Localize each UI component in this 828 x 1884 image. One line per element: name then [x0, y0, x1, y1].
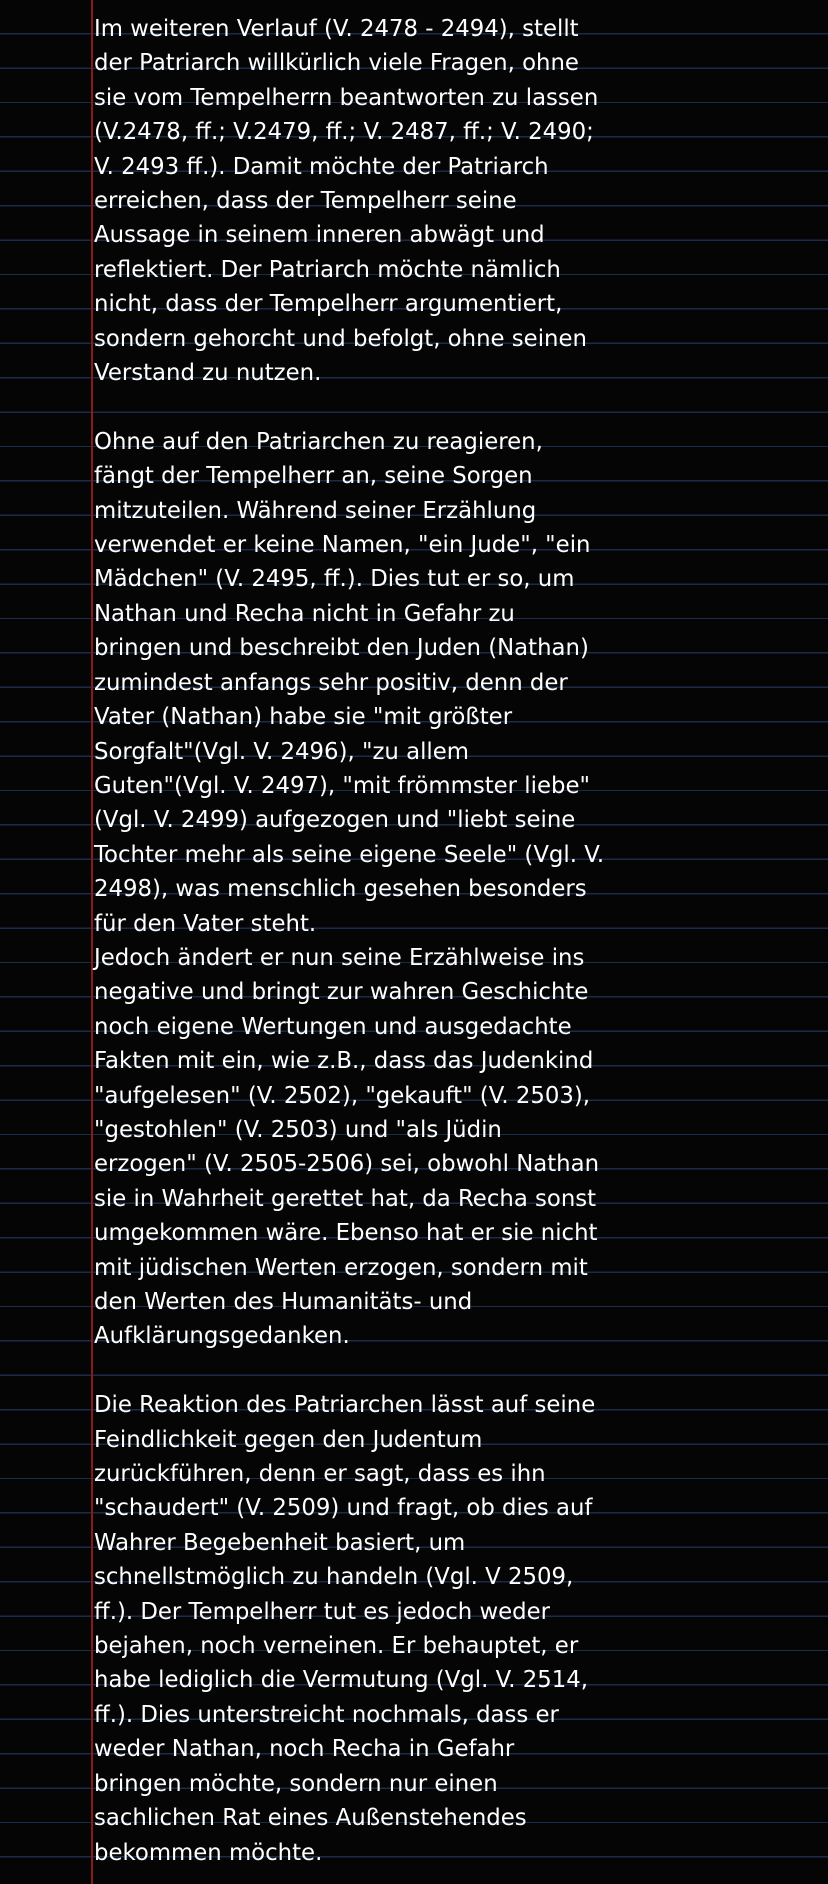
text-line: nicht, dass der Tempelherr argumentiert, — [94, 291, 563, 318]
text-line: bejahen, noch verneinen. Er behauptet, er — [94, 1633, 579, 1660]
text-line: Feindlichkeit gegen den Judentum — [94, 1426, 483, 1453]
text-line: Im weiteren Verlauf (V. 2478 - 2494), stellt — [94, 16, 579, 42]
text-line: ff.). Dies unterstreicht nochmals, dass er — [94, 1701, 559, 1728]
paragraph-2 — [94, 425, 814, 1354]
text-line: weder Nathan, noch Recha in Gefahr — [94, 1736, 515, 1763]
text-line: V. 2493 ff.). Damit möchte der Patriarch — [94, 153, 549, 180]
text-line: Aufklärungsgedanken. — [94, 1323, 350, 1350]
text-line: (V.2478, ff.; V.2479, ff.; V. 2487, ff.; V. 2490; — [94, 119, 594, 146]
text-line: noch eigene Wertungen und ausgedachte — [94, 1013, 572, 1040]
text-line: habe lediglich die Vermutung (Vgl. V. 2514, — [94, 1667, 588, 1694]
text-line: negative und bringt zur wahren Geschichte — [94, 979, 589, 1006]
text-line: Verstand zu nutzen. — [94, 360, 322, 387]
paragraph-spacer — [94, 390, 814, 424]
text-line: schnellstmöglich zu handeln (Vgl. V 2509, — [94, 1564, 574, 1591]
text-line: Nathan und Recha nicht in Gefahr zu — [94, 600, 515, 627]
text-line: Vater (Nathan) habe sie "mit größter — [94, 704, 513, 731]
text-line: der Patriarch willkürlich viele Fragen, ohne — [94, 50, 579, 77]
text-line: Wahrer Begebenheit basiert, um — [94, 1529, 466, 1556]
text-line: den Werten des Humanitäts- und — [94, 1289, 473, 1316]
text-line: Tochter mehr als seine eigene Seele" (Vgl. V. — [94, 841, 605, 868]
paragraph-spacer — [94, 1354, 814, 1388]
text-line: sondern gehorcht und befolgt, ohne seinen — [94, 325, 587, 352]
text-line: mitzuteilen. Während seiner Erzählung — [94, 497, 537, 524]
text-line: umgekommen wäre. Ebenso hat er sie nicht — [94, 1220, 598, 1247]
text-line: für den Vater steht. — [94, 910, 317, 937]
text-line: ff.). Der Tempelherr tut es jedoch weder — [94, 1598, 550, 1625]
text-line: Ohne auf den Patriarchen zu reagieren, — [94, 428, 543, 455]
text-line: sachlichen Rat eines Außenstehendes — [94, 1805, 527, 1832]
text-line: sie in Wahrheit gerettet hat, da Recha sonst — [94, 1185, 597, 1212]
text-line: Sorgfalt"(Vgl. V. 2496), "zu allem — [94, 738, 469, 765]
paragraph-1 — [94, 12, 814, 390]
text-line: verwendet er keine Namen, "ein Jude", "ein — [94, 532, 591, 559]
text-line: zurückführen, denn er sagt, dass es ihn — [94, 1461, 546, 1488]
notebook-margin-line — [91, 0, 93, 1884]
text-line: mit jüdischen Werten erzogen, sondern mit — [94, 1254, 588, 1281]
text-line: (Vgl. V. 2499) aufgezogen und "liebt seine — [94, 807, 576, 834]
text-line: bringen und beschreibt den Juden (Nathan) — [94, 635, 589, 662]
text-line: Guten"(Vgl. V. 2497), "mit frömmster liebe" — [94, 772, 590, 799]
text-line: Mädchen" (V. 2495, ff.). Dies tut er so, um — [94, 566, 575, 593]
text-line: zumindest anfangs sehr positiv, denn der — [94, 669, 568, 696]
text-line: sie vom Tempelherrn beantworten zu lassen — [94, 84, 599, 111]
text-line: fängt der Tempelherr an, seine Sorgen — [94, 463, 533, 490]
text-line: "gestohlen" (V. 2503) und "als Jüdin — [94, 1116, 502, 1143]
text-line: "aufgelesen" (V. 2502), "gekauft" (V. 2503), — [94, 1082, 591, 1109]
document-body — [94, 12, 814, 1870]
text-line: erreichen, dass der Tempelherr seine — [94, 188, 517, 215]
text-line: Die Reaktion des Patriarchen lässt auf seine — [94, 1392, 596, 1419]
text-line: bringen möchte, sondern nur einen — [94, 1770, 498, 1797]
text-line: Fakten mit ein, wie z.B., dass das Judenkind — [94, 1048, 594, 1075]
text-line: erzogen" (V. 2505-2506) sei, obwohl Nathan — [94, 1151, 600, 1178]
text-line: Jedoch ändert er nun seine Erzählweise ins — [94, 944, 585, 971]
paragraph-3 — [94, 1388, 814, 1870]
text-line: "schaudert" (V. 2509) und fragt, ob dies auf — [94, 1495, 593, 1522]
text-line: reflektiert. Der Patriarch möchte nämlich — [94, 256, 561, 283]
text-line: 2498), was menschlich gesehen besonders — [94, 876, 587, 903]
text-line: bekommen möchte. — [94, 1839, 323, 1866]
text-line: Aussage in seinem inneren abwägt und — [94, 222, 545, 249]
